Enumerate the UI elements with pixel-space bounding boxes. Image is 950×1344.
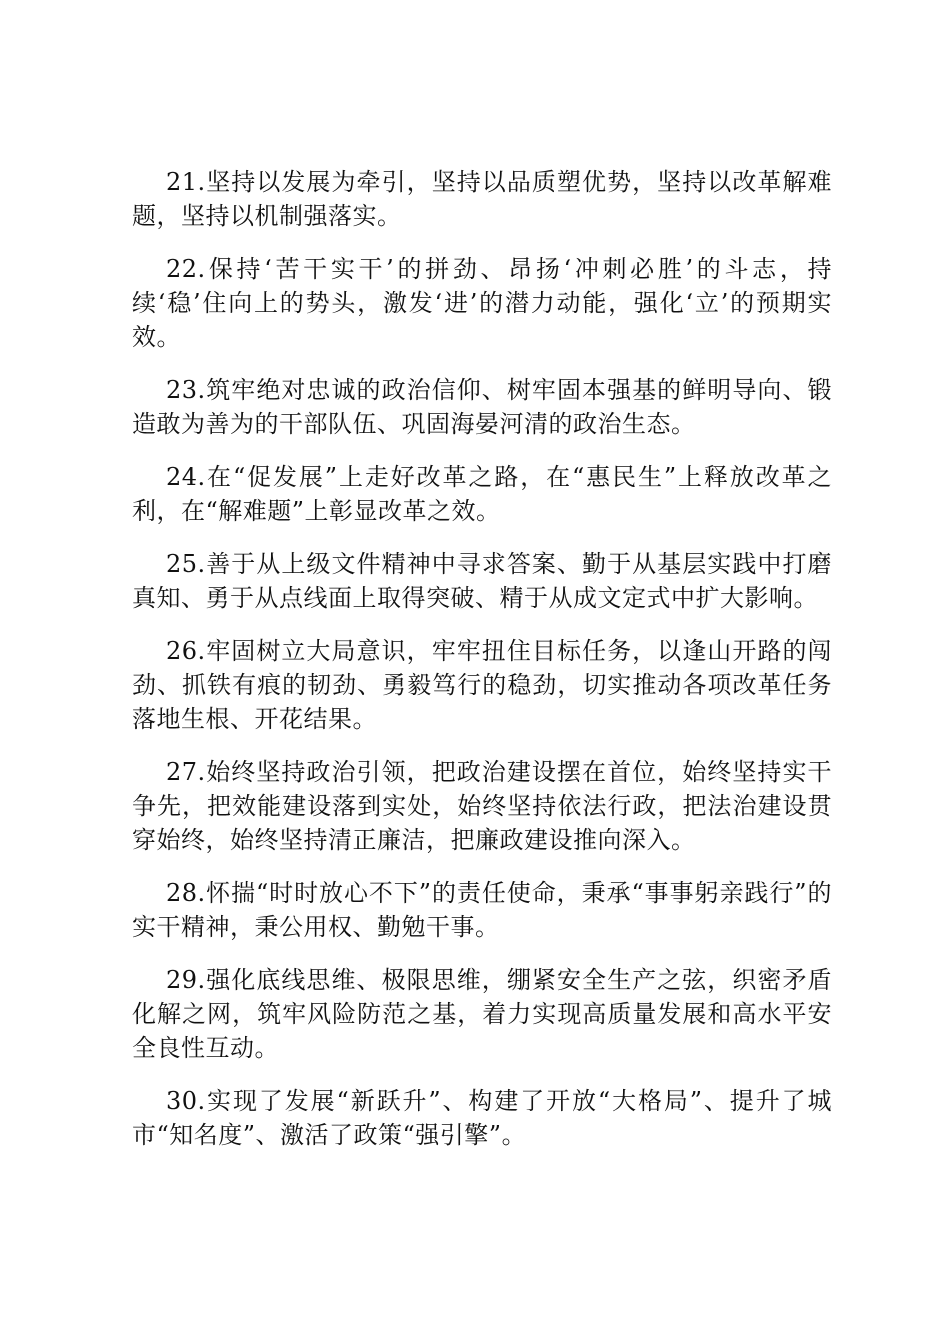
paragraph-21: 21.坚持以发展为牵引，坚持以品质塑优势，坚持以改革解难题，坚持以机制强落实。	[132, 168, 832, 230]
paragraph-22: 22.保持‘苦干实干’的拼劲、昂扬‘冲刺必胜’的斗志，持续‘稳’住向上的势头，激发‘进’的潜力动能，强化‘立’的预期实效。	[132, 255, 832, 351]
paragraph-30: 30.实现了发展“新跃升”、构建了开放“大格局”、提升了城市“知名度”、激活了政策“强引擎”。	[132, 1087, 832, 1149]
paragraph-28: 28.怀揣“时时放心不下”的责任使命，秉承“事事躬亲践行”的实干精神，秉公用权、勤勉干事。	[132, 879, 832, 941]
document-body	[132, 165, 832, 1171]
paragraph-26: 26.牢固树立大局意识，牢牢扭住目标任务，以逢山开路的闯劲、抓铁有痕的韧劲、勇毅笃行的稳劲，切实推动各项改革任务落地生根、开花结果。	[132, 637, 832, 733]
paragraph-29: 29.强化底线思维、极限思维，绷紧安全生产之弦，织密矛盾化解之网，筑牢风险防范之基，着力实现高质量发展和高水平安全良性互动。	[132, 966, 832, 1062]
paragraph-24: 24.在“促发展”上走好改革之路，在“惠民生”上释放改革之利，在“解难题”上彰显改革之效。	[132, 463, 832, 525]
paragraph-23: 23.筑牢绝对忠诚的政治信仰、树牢固本强基的鲜明导向、锻造敢为善为的干部队伍、巩固海晏河清的政治生态。	[132, 376, 832, 438]
paragraph-25: 25.善于从上级文件精神中寻求答案、勤于从基层实践中打磨真知、勇于从点线面上取得突破、精于从成文定式中扩大影响。	[132, 550, 832, 612]
paragraph-27: 27.始终坚持政治引领，把政治建设摆在首位，始终坚持实干争先，把效能建设落到实处，始终坚持依法行政，把法治建设贯穿始终，始终坚持清正廉洁，把廉政建设推向深入。	[132, 758, 832, 854]
